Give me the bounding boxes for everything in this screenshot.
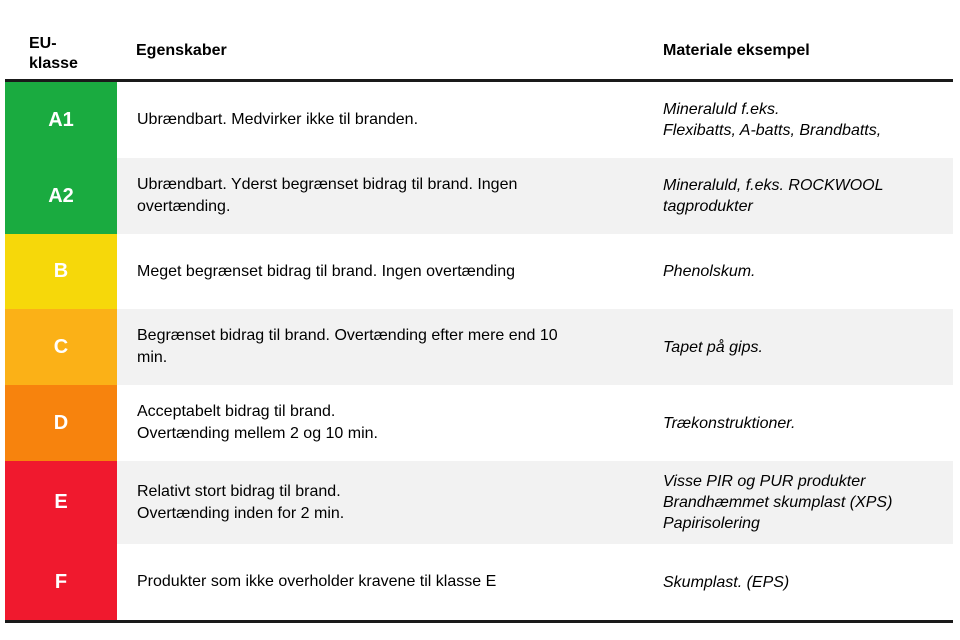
class-badge-c: C: [5, 309, 117, 385]
material-cell: Tapet på gips.: [663, 338, 763, 356]
properties-cell: Ubrændbart. Medvirker ikke til branden.: [137, 111, 419, 128]
material-cell: Trækonstruktioner.: [663, 414, 796, 432]
table-row-c: [5, 309, 953, 385]
properties-cell: Relativt stort bidrag til brand. Overtænding inden for 2 min.: [137, 482, 345, 522]
class-badge-a1: A1: [5, 82, 117, 158]
class-badge-f: F: [5, 544, 117, 620]
table-row-f: [5, 544, 953, 620]
table-row-a1: [5, 82, 953, 158]
table-row-e: [5, 461, 953, 544]
header-eu-class: EU- klasse: [29, 35, 78, 72]
table-row-a2: [5, 158, 953, 234]
class-badge-d: D: [5, 385, 117, 461]
properties-cell: Ubrændbart. Yderst begrænset bidrag til brand. Ingen overtænding.: [137, 176, 518, 215]
properties-cell: Acceptabelt bidrag til brand. Overtænding mellem 2 og 10 min.: [137, 403, 378, 442]
material-cell: Visse PIR og PUR produkter Brandhæmmet skumplast (XPS) Papirisolering: [663, 473, 893, 532]
table-bottom-rule: [5, 620, 953, 623]
material-cell: Mineraluld, f.eks. ROCKWOOL tagprodukter: [663, 177, 884, 215]
properties-cell: Begrænset bidrag til brand. Overtænding efter mere end 10 min.: [137, 327, 558, 366]
table-header: [5, 0, 953, 82]
class-badge-e: E: [5, 461, 117, 544]
header-material-example: Materiale eksempel: [663, 42, 810, 59]
properties-cell: Produkter som ikke overholder kravene til klasse E: [137, 573, 497, 590]
class-badge-a2: A2: [5, 158, 117, 234]
properties-cell: Meget begrænset bidrag til brand. Ingen overtænding: [137, 262, 516, 280]
table-row-b: [5, 234, 953, 309]
fire-class-table: [5, 0, 953, 623]
material-cell: Skumplast. (EPS): [663, 573, 790, 591]
material-cell: Phenolskum.: [663, 263, 756, 280]
material-cell: Mineraluld f.eks. Flexibatts, A-batts, Brandbatts,: [663, 101, 882, 139]
header-properties: Egenskaber: [136, 42, 227, 59]
class-badge-b: B: [5, 234, 117, 309]
table-row-d: [5, 385, 953, 461]
